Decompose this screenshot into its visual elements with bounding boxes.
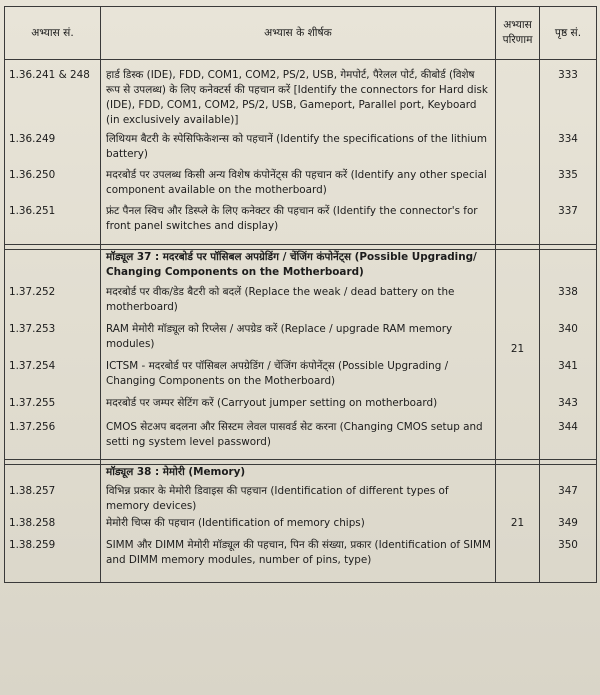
exercise-result-cell xyxy=(496,168,540,204)
page-no-cell: 337 xyxy=(540,204,597,245)
module-37-heading: मॉड्यूल 37 : मदरबोर्ड पर पॉसिबल अपग्रेडिंग / चेंजिंग कंपोनेंट्स (Possible Upgrading/ Changing Components on the Motherboard) xyxy=(101,250,496,283)
exercise-no-cell: 1.38.259 xyxy=(5,538,101,583)
exercise-result-cell xyxy=(496,282,540,322)
exercise-title-cell: लिथियम बैटरी के स्पेसिफिकेशन्स को पहचानें (Identify the specifications of the lithium battery) xyxy=(101,132,496,168)
page-no-cell: 344 xyxy=(540,420,597,460)
module-heading-row xyxy=(5,250,597,283)
page-no-cell: 349 xyxy=(540,516,597,538)
exercise-title-cell: फ्रंट पैनल स्विच और डिस्प्ले के लिए कनेक्टर की पहचान करें (Identify the connector's for front panel switches and display) xyxy=(101,204,496,245)
page-no-cell: 343 xyxy=(540,396,597,420)
table-row xyxy=(5,132,597,168)
table-row xyxy=(5,359,597,396)
exercise-index-table xyxy=(4,6,597,583)
exercise-no-cell: 1.36.249 xyxy=(5,132,101,168)
table-row xyxy=(5,204,597,245)
exercise-title-cell: SIMM और DIMM मेमोरी मॉड्यूल की पहचान, पिन की संख्या, प्रकार (Identification of SIMM and DIMM memory modules, number of pins, type) xyxy=(101,538,496,583)
module-37-result: 21 xyxy=(510,343,525,355)
exercise-no-cell: 1.38.258 xyxy=(5,516,101,538)
exercise-result-cell xyxy=(496,538,540,583)
exercise-no-cell: 1.37.254 xyxy=(5,359,101,396)
exercise-title-cell: मदरबोर्ड पर उपलब्ध किसी अन्य विशेष कंपोनेंट्स की पहचान करें (Identify any other special component available on the motherboard) xyxy=(101,168,496,204)
page-no-cell: 333 xyxy=(540,60,597,133)
exercise-result-cell xyxy=(496,132,540,168)
exercise-result-cell xyxy=(496,204,540,245)
table-row xyxy=(5,60,597,133)
exercise-title-cell: मदरबोर्ड पर वीक/डेड बैटरी को बदलें (Replace the weak / dead battery on the motherboard) xyxy=(101,282,496,322)
page-no-cell: 335 xyxy=(540,168,597,204)
header-exercise-result: अभ्यास परिणाम xyxy=(496,7,540,60)
exercise-title-cell: ICTSM - मदरबोर्ड पर पॉसिबल अपग्रेडिंग / चेंजिंग कंपोनेंट्स (Possible Upgrading / Changing Components on the Motherboard) xyxy=(101,359,496,396)
page-no-cell: 341 xyxy=(540,359,597,396)
page-no-cell: 338 xyxy=(540,282,597,322)
exercise-title-cell: विभिन्न प्रकार के मेमोरी डिवाइस की पहचान (Identification of different types of memory devices) xyxy=(101,484,496,516)
header-page-no: पृष्ठ सं. xyxy=(540,7,597,60)
table-row xyxy=(5,322,597,359)
table-header-row xyxy=(5,7,597,60)
exercise-result-cell xyxy=(496,359,540,396)
exercise-result-cell xyxy=(496,484,540,516)
exercise-no-cell: 1.36.241 & 248 xyxy=(5,60,101,133)
exercise-title-cell: मेमोरी चिप्स की पहचान (Identification of memory chips) xyxy=(101,516,496,538)
exercise-title-cell: हार्ड डिस्क (IDE), FDD, COM1, COM2, PS/2, USB, गेमपोर्ट, पैरेलल पोर्ट, कीबोर्ड (विशेष रूप से उपलब्ध) के लिए कनेक्टर्स की पहचान करें [Identify the connectors for Hard disk (IDE), FDD, COM1, COM2, PS/2, USB, Gameport, Parallel port, Keyboard (in exclusively available)] xyxy=(101,60,496,133)
table-row xyxy=(5,538,597,583)
exercise-title-cell: CMOS सेटअप बदलना और सिस्टम लेवल पासवर्ड सेट करना (Changing CMOS setup and setti ng system level password) xyxy=(101,420,496,460)
header-exercise-title: अभ्यास के शीर्षक xyxy=(101,7,496,60)
page-no-cell: 340 xyxy=(540,322,597,359)
exercise-no-cell: 1.37.252 xyxy=(5,282,101,322)
exercise-result-cell xyxy=(496,322,540,359)
page-no-cell: 347 xyxy=(540,484,597,516)
exercise-no-cell: 1.36.250 xyxy=(5,168,101,204)
exercise-no-cell: 1.38.257 xyxy=(5,484,101,516)
exercise-title-cell: RAM मेमोरी मॉड्यूल को रिप्लेस / अपग्रेड करें (Replace / upgrade RAM memory modules) xyxy=(101,322,496,359)
module-38-result: 21 xyxy=(496,516,540,538)
exercise-no-cell: 1.37.253 xyxy=(5,322,101,359)
table-row xyxy=(5,484,597,516)
exercise-result-cell xyxy=(496,420,540,460)
table-row xyxy=(5,168,597,204)
exercise-no-cell: 1.36.251 xyxy=(5,204,101,245)
page-no-cell: 334 xyxy=(540,132,597,168)
table-row xyxy=(5,282,597,322)
exercise-no-cell: 1.37.255 xyxy=(5,396,101,420)
header-exercise-no: अभ्यास सं. xyxy=(5,7,101,60)
table-row xyxy=(5,396,597,420)
exercise-result-cell xyxy=(496,60,540,133)
exercise-result-cell xyxy=(496,396,540,420)
page-no-cell: 350 xyxy=(540,538,597,583)
module-heading-row xyxy=(5,465,597,485)
exercise-title-cell: मदरबोर्ड पर जम्पर सेटिंग करें (Carryout jumper setting on motherboard) xyxy=(101,396,496,420)
table-row xyxy=(5,516,597,538)
exercise-no-cell: 1.37.256 xyxy=(5,420,101,460)
module-38-heading: मॉड्यूल 38 : मेमोरी (Memory) xyxy=(101,465,496,485)
table-row xyxy=(5,420,597,460)
